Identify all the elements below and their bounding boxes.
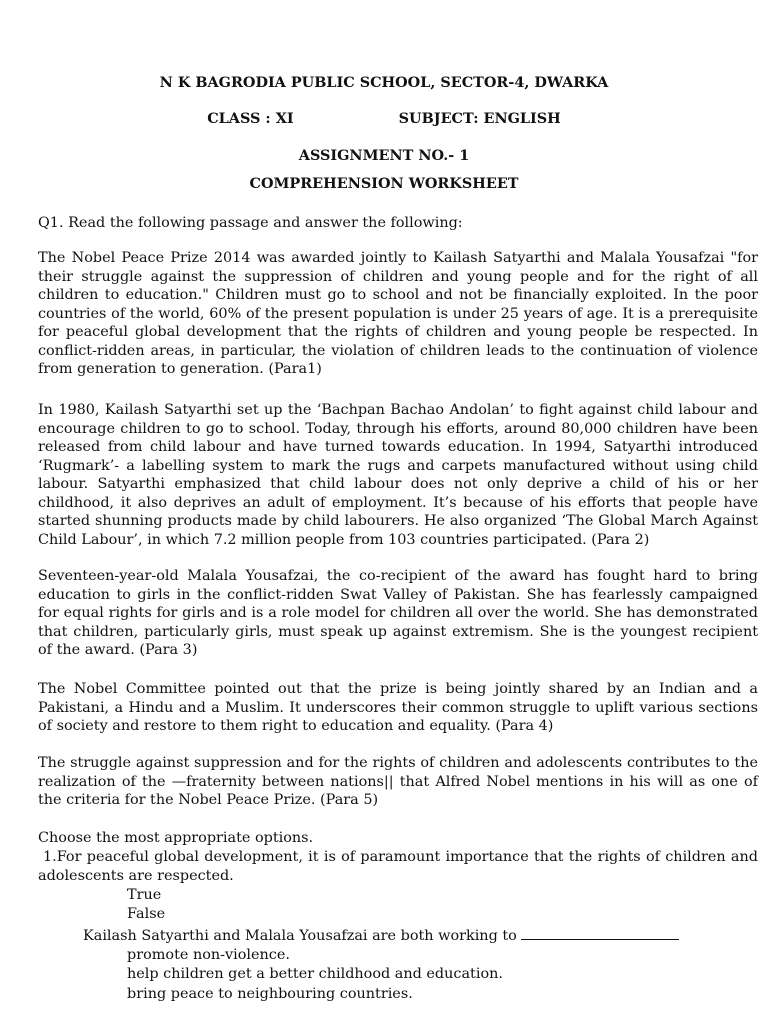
question-prompt: Q1. Read the following passage and answer the following: bbox=[38, 215, 463, 231]
option-true: True bbox=[127, 887, 162, 903]
class-subject-line bbox=[0, 110, 768, 129]
passage-para-2: In 1980, Kailash Satyarthi set up the ‘Bachpan Bachao Andolan’ to fight against child labour and encourage children to go to school. Today, through his efforts, around 80,000 children have been released from child labour and have turned towards education. In 1994, Satyarthi introduced ‘Rugmark’- a labelling system to mark the rugs and carpets manufactured without using child labour. Satyarthi emphasized that child labour does not only deprive a child of his or her childhood, it also deprives an adult of employment. It’s because of his efforts that people have started shunning products made by child labourers. He also organized ‘The Global March Against Child Labour’, in which 7.2 million people from 103 countries participated. (Para 2) bbox=[38, 402, 758, 548]
option-false: False bbox=[127, 906, 166, 922]
answer-blank bbox=[521, 927, 679, 940]
worksheet-title: COMPREHENSION WORKSHEET bbox=[249, 175, 519, 192]
passage-para-5: The struggle against suppression and for the rights of children and adolescents contributes to the realization of the —fraternity between nations|| that Alfred Nobel mentions in his will as one of the criteria for the Nobel Peace Prize. (Para 5) bbox=[38, 755, 758, 808]
subject-label: SUBJECT: ENGLISH bbox=[398, 110, 561, 127]
question-text: Kailash Satyarthi and Malala Yousafzai are both working to bbox=[83, 928, 517, 944]
option-peace-neighbours: bring peace to neighbouring countries. bbox=[127, 986, 413, 1002]
mcq-question-2 bbox=[83, 927, 679, 946]
mcq-question-1 bbox=[38, 848, 758, 885]
option-non-violence: promote non-violence. bbox=[127, 947, 290, 963]
assignment-number: ASSIGNMENT NO.- 1 bbox=[298, 147, 470, 164]
question-text: For peaceful global development, it is of paramount importance that the rights of children and adolescents are respected. bbox=[38, 849, 758, 884]
class-label: CLASS : XI bbox=[207, 110, 294, 127]
school-name: N K BAGRODIA PUBLIC SCHOOL, SECTOR-4, DWARKA bbox=[159, 74, 609, 91]
option-childhood-education: help children get a better childhood and education. bbox=[127, 966, 503, 982]
passage-para-3: Seventeen-year-old Malala Yousafzai, the co-recipient of the award has fought hard to bring education to girls in the conflict-ridden Swat Valley of Pakistan. She has fearlessly campaigned for equal rights for girls and is a role model for children all over the world. She has demonstrated that children, particularly girls, must speak up against extremism. She is the youngest recipient of the award. (Para 3) bbox=[38, 568, 758, 658]
passage-para-1: The Nobel Peace Prize 2014 was awarded jointly to Kailash Satyarthi and Malala Yousafzai "for their struggle against the suppression of children and young people and for the right of all children to education." Children must go to school and not be financially exploited. In the poor countries of the world, 60% of the present population is under 25 years of age. It is a prerequisite for peaceful global development that the rights of children and young people be respected. In conflict-ridden areas, in particular, the violation of children leads to the continuation of violence from generation to generation. (Para1) bbox=[38, 250, 758, 377]
question-number: 1. bbox=[43, 849, 57, 865]
passage-para-4: The Nobel Committee pointed out that the prize is being jointly shared by an Indian and a Pakistani, a Hindu and a Muslim. It underscores their common struggle to uplift various sections of society and restore to them right to education and equality. (Para 4) bbox=[38, 681, 758, 734]
mcq-instruction: Choose the most appropriate options. bbox=[38, 830, 314, 846]
